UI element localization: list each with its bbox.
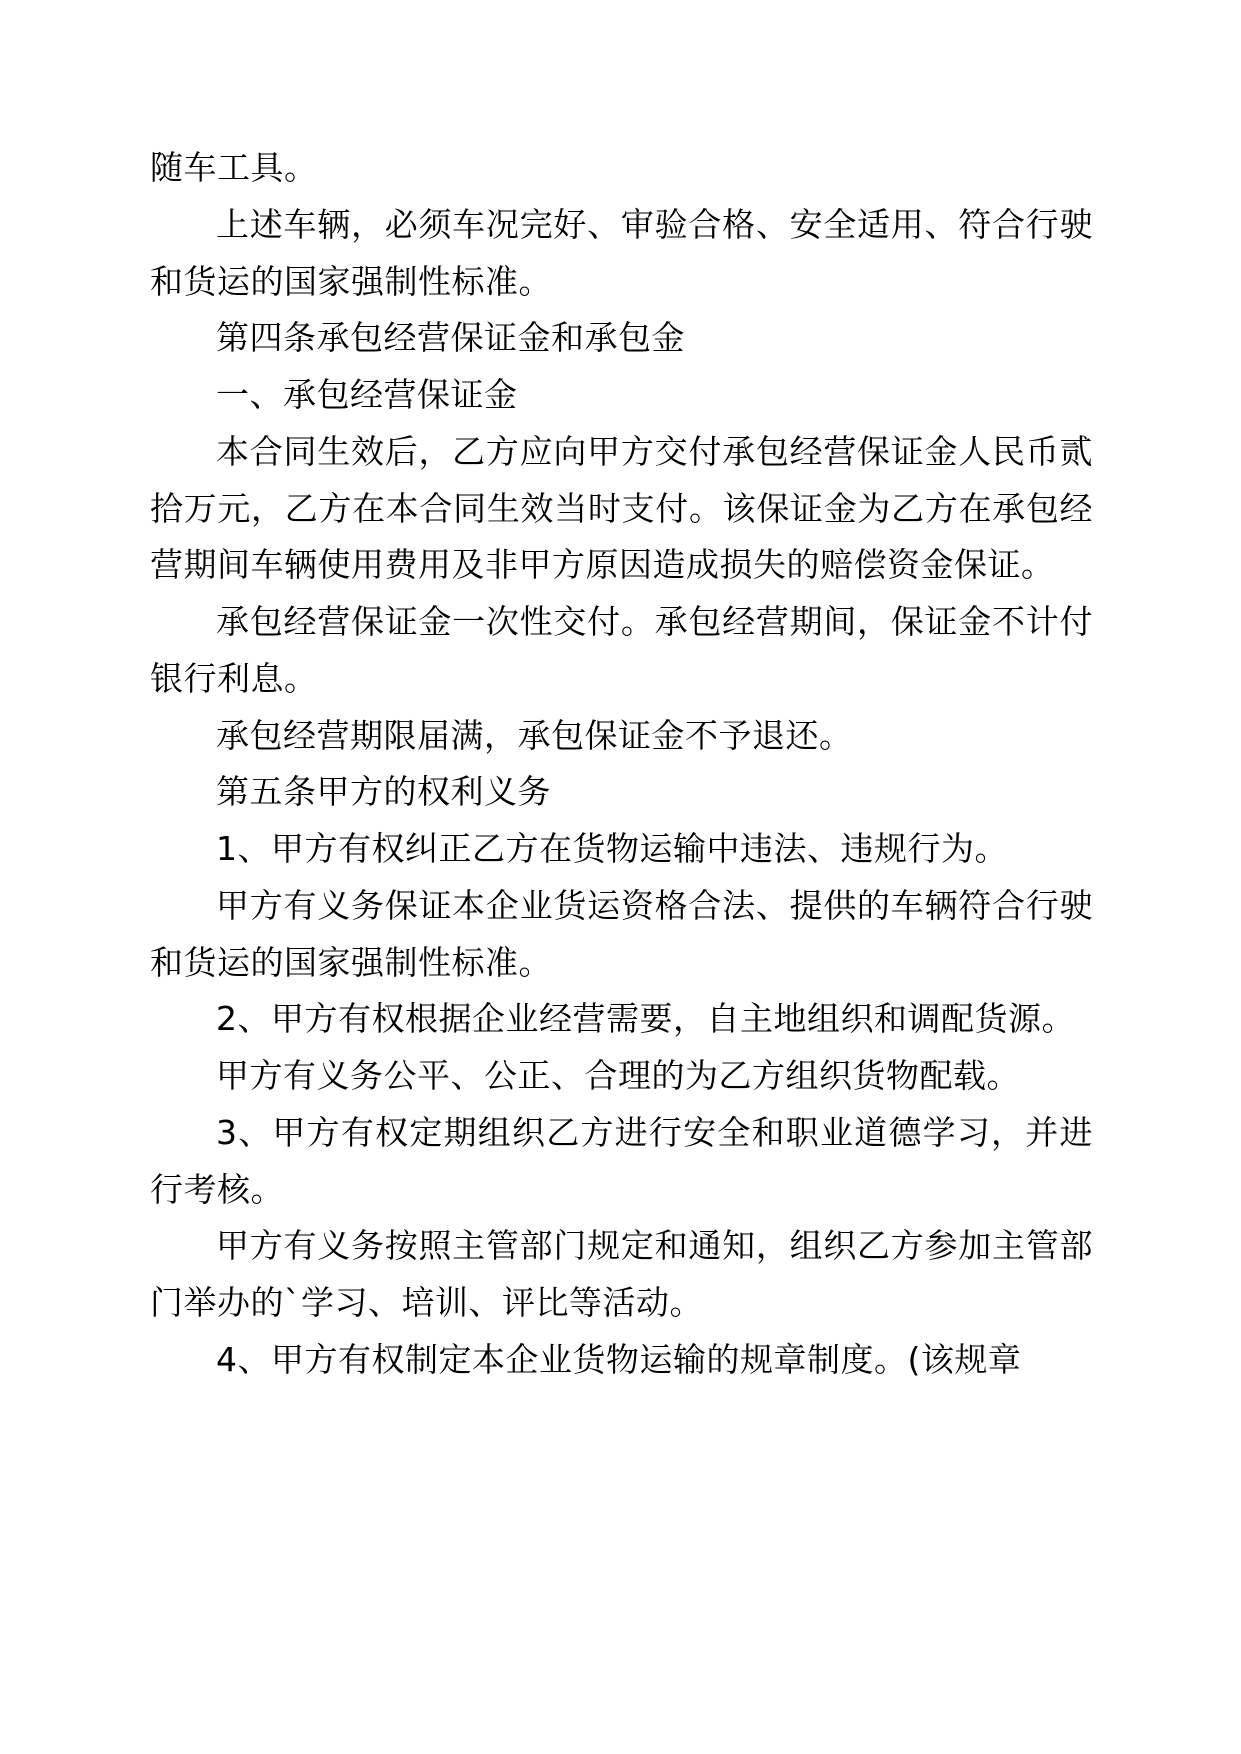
- paragraph: 第五条甲方的权利义务: [216, 772, 551, 812]
- paragraph: 1、甲方有权纠正乙方在货物运输中违法、违规行为。: [216, 829, 1008, 868]
- paragraph: 甲方有义务保证本企业货运资格合法、提供的车辆符合行驶和货运的国家强制性标准。: [150, 885, 1093, 982]
- paragraph: 承包经营期限届满，承包保证金不予退还。: [216, 715, 853, 755]
- paragraph: 4、甲方有权制定本企业货物运输的规章制度。(该规章: [216, 1339, 1022, 1379]
- paragraph: 承包经营保证金一次性交付。承包经营期间，保证金不计付银行利息。: [150, 602, 1093, 698]
- paragraph: 甲方有义务公平、公正、合理的为乙方组织货物配载。: [216, 1056, 1020, 1095]
- paragraph: 第四条承包经营保证金和承包金: [216, 318, 685, 358]
- paragraph: 甲方有义务按照主管部门规定和通知，组织乙方参加主管部门举办的`学习、培训、评比等活动。: [150, 1226, 1093, 1322]
- paragraph: 随车工具。: [150, 148, 318, 187]
- paragraph: 本合同生效后，乙方应向甲方交付承包经营保证金人民币贰拾万元，乙方在本合同生效当时支付。该保证金为乙方在承包经营期间车辆使用费用及非甲方原因造成损失的赔偿资金保证。: [150, 431, 1093, 585]
- paragraph: 上述车辆，必须车况完好、审验合格、安全适用、符合行驶和货运的国家强制性标准。: [150, 204, 1093, 301]
- paragraph: 2、甲方有权根据企业经营需要，自主地组织和调配货源。: [216, 999, 1075, 1039]
- paragraph: 3、甲方有权定期组织乙方进行安全和职业道德学习，并进行考核。: [150, 1112, 1093, 1209]
- paragraph: 一、承包经营保证金: [216, 375, 518, 414]
- document-body: [150, 140, 1093, 1389]
